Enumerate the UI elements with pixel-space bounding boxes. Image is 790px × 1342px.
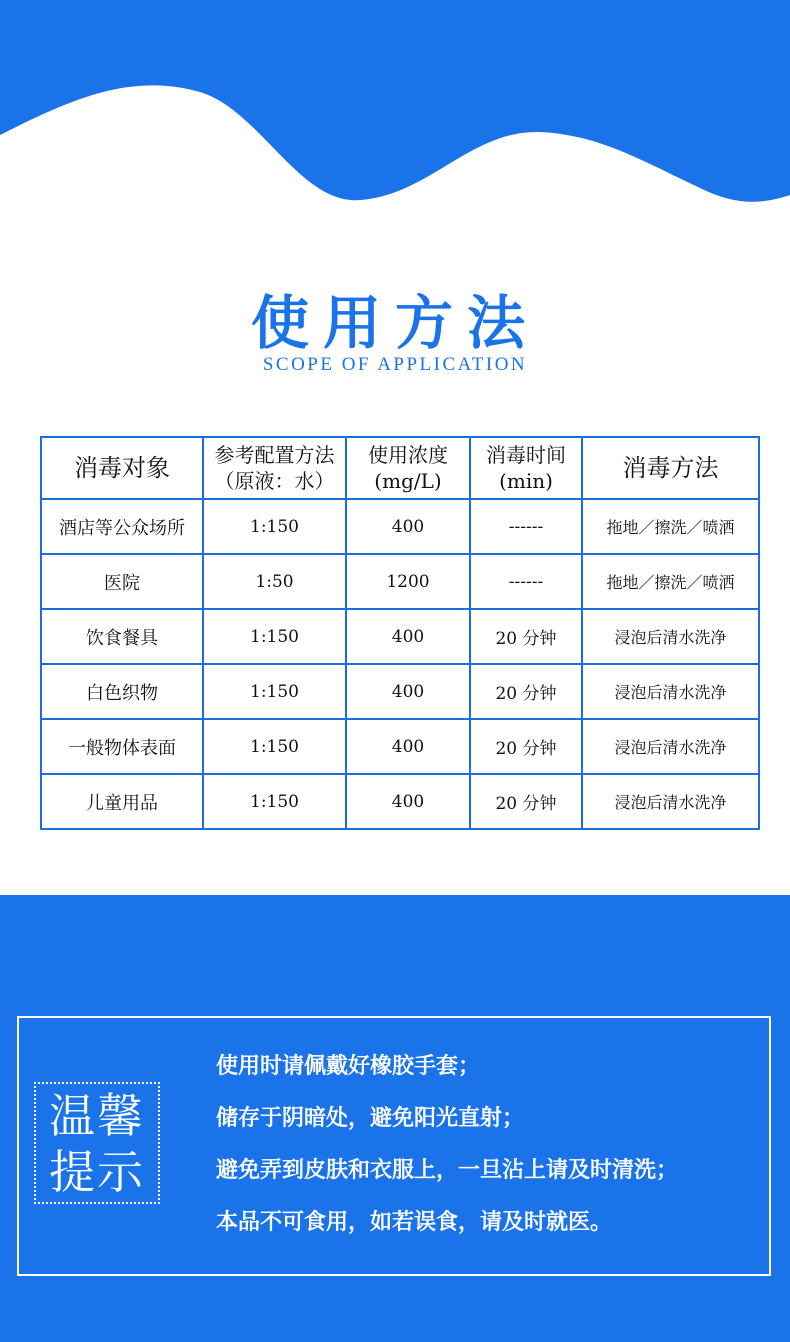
cell-ratio: 1:50	[203, 554, 346, 609]
cell-target: 医院	[41, 554, 203, 609]
cell-time: 20 分钟	[470, 609, 582, 664]
table-row	[41, 499, 759, 554]
table-row	[41, 554, 759, 609]
header-concentration	[346, 437, 470, 499]
header-concentration-line1: 使用浓度	[368, 443, 448, 467]
cell-target: 一般物体表面	[41, 719, 203, 774]
cell-method: 拖地／擦洗／喷洒	[582, 499, 759, 554]
header-ratio-line2: （原液：水）	[214, 469, 335, 493]
cell-method: 拖地／擦洗／喷洒	[582, 554, 759, 609]
notice-item: 避免弄到皮肤和衣服上，一旦沾上请及时清洗；	[216, 1158, 679, 1183]
cell-method: 浸泡后清水洗净	[582, 664, 759, 719]
cell-time: 20 分钟	[470, 774, 582, 829]
cell-target: 白色织物	[41, 664, 203, 719]
notice-item: 储存于阴暗处，避免阳光直射；	[216, 1106, 525, 1131]
table-row	[41, 664, 759, 719]
cell-concentration: 400	[346, 664, 470, 719]
cell-concentration: 400	[346, 609, 470, 664]
cell-ratio: 1:150	[203, 499, 346, 554]
cell-time: 20 分钟	[470, 719, 582, 774]
header-concentration-line2: (mg/L)	[374, 469, 442, 493]
cell-ratio: 1:150	[203, 609, 346, 664]
cell-time: 20 分钟	[470, 664, 582, 719]
table-header-row	[41, 437, 759, 499]
tip-label-line2: 提示	[49, 1145, 145, 1199]
header-time	[470, 437, 582, 499]
tip-label-box	[34, 1082, 160, 1204]
notice-item: 使用时请佩戴好橡胶手套；	[216, 1054, 481, 1079]
cell-time: ------	[470, 554, 582, 609]
cell-concentration: 1200	[346, 554, 470, 609]
cell-time: ------	[470, 499, 582, 554]
header-time-line2: (min)	[499, 469, 553, 493]
header-time-line1: 消毒时间	[486, 443, 566, 467]
cell-target: 饮食餐具	[41, 609, 203, 664]
cell-concentration: 400	[346, 499, 470, 554]
table-row	[41, 719, 759, 774]
usage-table	[40, 436, 760, 830]
notice-item: 本品不可食用，如若误食，请及时就医。	[216, 1210, 613, 1235]
cell-ratio: 1:150	[203, 719, 346, 774]
header-target: 消毒对象	[41, 437, 203, 499]
cell-ratio: 1:150	[203, 664, 346, 719]
cell-target: 儿童用品	[41, 774, 203, 829]
cell-method: 浸泡后清水洗净	[582, 609, 759, 664]
cell-concentration: 400	[346, 774, 470, 829]
page-subtitle: SCOPE OF APPLICATION	[262, 354, 528, 375]
cell-method: 浸泡后清水洗净	[582, 719, 759, 774]
cell-method: 浸泡后清水洗净	[582, 774, 759, 829]
page-title: 使用方法	[250, 289, 539, 357]
cell-concentration: 400	[346, 719, 470, 774]
header-ratio-line1: 参考配置方法	[214, 443, 335, 467]
cell-target: 酒店等公众场所	[41, 499, 203, 554]
table-row	[41, 774, 759, 829]
table-row	[41, 609, 759, 664]
notice-list	[216, 1044, 678, 1252]
top-wave-decoration	[0, 0, 790, 230]
header-method: 消毒方法	[582, 437, 759, 499]
header-ratio	[203, 437, 346, 499]
cell-ratio: 1:150	[203, 774, 346, 829]
tip-label-line1: 温馨	[49, 1089, 145, 1143]
